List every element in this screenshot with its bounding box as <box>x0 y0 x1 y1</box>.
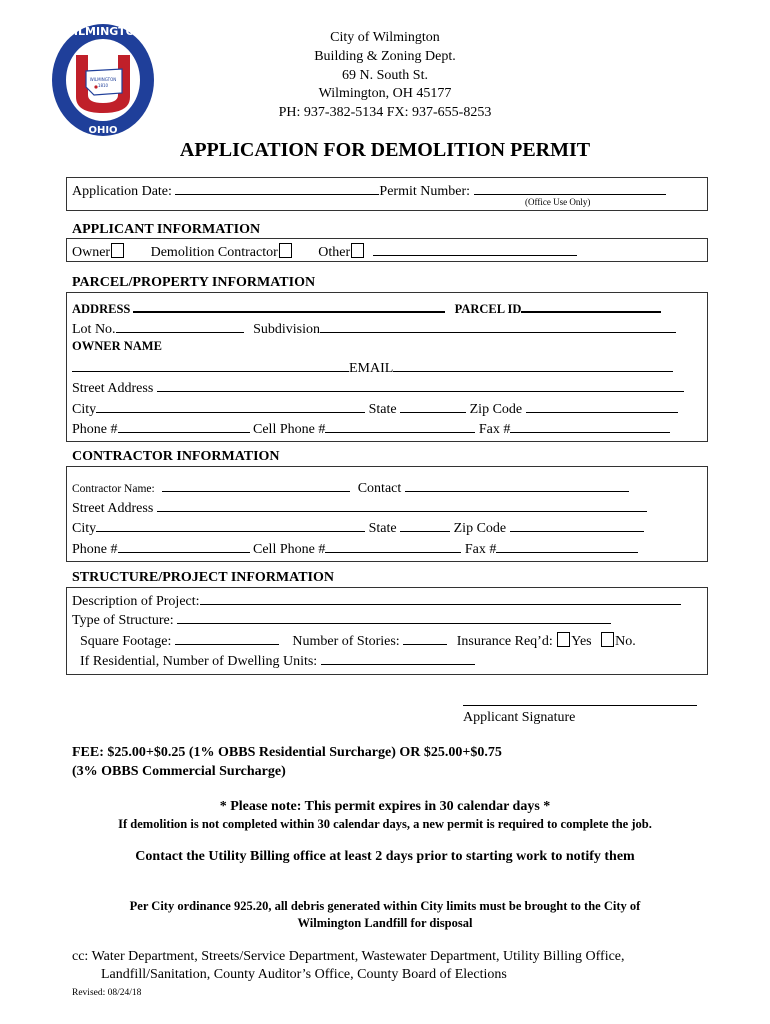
fee-line-1: FEE: $25.00+$0.25 (1% OBBS Residential Surcharge) OR $25.00+$0.75 <box>72 745 502 760</box>
insurance-yes-label: Yes <box>571 634 592 649</box>
city-label: City <box>72 402 97 417</box>
page-title: APPLICATION FOR DEMOLITION PERMIT <box>179 139 591 161</box>
insurance-yes-checkbox[interactable] <box>557 632 570 647</box>
state-label: State <box>368 402 397 417</box>
ordinance-note-1: Per City ordinance 925.20, all debris generated within City limits must be brought to the City of <box>129 899 641 913</box>
parcel-heading: PARCEL/PROPERTY INFORMATION <box>72 275 316 290</box>
contractor-phone-row <box>72 539 638 558</box>
owner-phone-field[interactable] <box>118 419 250 433</box>
owner-checkbox[interactable] <box>111 243 124 258</box>
parcel-id-label: PARCEL ID <box>454 302 522 316</box>
number-of-stories-field[interactable] <box>403 631 447 645</box>
contractor-name-row <box>72 478 629 497</box>
lot-no-label: Lot No. <box>72 322 116 337</box>
contractor-state-label: State <box>368 521 397 536</box>
contact-label: Contact <box>357 481 402 496</box>
square-footage-field[interactable] <box>175 631 279 645</box>
contractor-heading: CONTRACTOR INFORMATION <box>72 449 280 464</box>
address-label: ADDRESS <box>72 302 131 316</box>
applicant-heading: APPLICANT INFORMATION <box>72 222 261 237</box>
contractor-phone-field[interactable] <box>118 539 250 553</box>
contractor-state-field[interactable] <box>400 518 450 532</box>
application-date-field[interactable] <box>175 181 379 195</box>
revised-date: Revised: 08/24/18 <box>72 988 142 998</box>
phone-label: Phone # <box>72 422 118 437</box>
owner-street-row <box>72 378 684 397</box>
svg-text:OHIO: OHIO <box>88 125 118 136</box>
insurance-no-label: No. <box>615 634 636 649</box>
header-address: 69 N. South St. <box>342 68 428 83</box>
header-dept: Building & Zoning Dept. <box>314 49 456 64</box>
number-of-stories-label: Number of Stories: <box>292 634 400 649</box>
lot-no-field[interactable] <box>116 319 244 333</box>
fee-line-2: (3% OBBS Commercial Surcharge) <box>72 764 286 779</box>
description-label: Description of Project: <box>72 594 200 609</box>
email-field[interactable] <box>393 358 673 372</box>
footage-row <box>80 631 636 650</box>
owner-email-row <box>72 358 673 377</box>
other-checkbox[interactable] <box>351 243 364 258</box>
header-citystate: Wilmington, OH 45177 <box>318 86 452 101</box>
expiration-note: * Please note: This permit expires in 30 calendar days * <box>219 799 551 814</box>
owner-phone-row <box>72 419 670 438</box>
cc-line-2: Landfill/Sanitation, County Auditor’s Office, County Board of Elections <box>101 967 507 982</box>
subdivision-field[interactable] <box>320 319 676 333</box>
description-field[interactable] <box>200 591 681 605</box>
contractor-cell-phone-field[interactable] <box>325 539 461 553</box>
permit-number-label: Permit Number: <box>379 184 471 199</box>
ordinance-note-2: Wilmington Landfill for disposal <box>297 916 473 930</box>
contractor-name-field[interactable] <box>162 478 350 492</box>
svg-text:WILMINGTON: WILMINGTON <box>61 25 145 38</box>
dwelling-units-label: If Residential, Number of Dwelling Units: <box>80 654 318 669</box>
contractor-city-row <box>72 518 644 537</box>
owner-zip-field[interactable] <box>526 399 678 413</box>
dwelling-units-row <box>80 651 475 670</box>
contractor-street-address-field[interactable] <box>157 498 647 512</box>
street-address-label: Street Address <box>72 381 154 396</box>
insurance-no-checkbox[interactable] <box>601 632 614 647</box>
address-row <box>72 299 661 317</box>
svg-text:WILMINGTON: WILMINGTON <box>89 77 117 82</box>
square-footage-label: Square Footage: <box>80 634 172 649</box>
contractor-city-label: City <box>72 521 97 536</box>
address-field[interactable] <box>133 299 445 313</box>
dwelling-units-field[interactable] <box>321 651 475 665</box>
contractor-fax-label: Fax # <box>464 542 497 557</box>
contact-field[interactable] <box>405 478 629 492</box>
owner-city-field[interactable] <box>96 399 365 413</box>
demolition-contractor-checkbox[interactable] <box>279 243 292 258</box>
contractor-cell-phone-label: Cell Phone # <box>253 542 326 557</box>
structure-type-field[interactable] <box>177 610 611 624</box>
owner-state-field[interactable] <box>400 399 466 413</box>
structure-type-row <box>72 610 611 629</box>
owner-fax-field[interactable] <box>510 419 670 433</box>
contractor-street-row <box>72 498 647 517</box>
owner-label: Owner <box>72 245 111 260</box>
signature-line[interactable] <box>463 705 697 706</box>
other-label: Other <box>318 245 351 260</box>
owner-cell-phone-field[interactable] <box>325 419 475 433</box>
owner-street-address-field[interactable] <box>157 378 684 392</box>
lot-row <box>72 319 676 338</box>
structure-type-label: Type of Structure: <box>72 613 174 628</box>
contractor-name-label: Contractor Name: <box>72 483 155 495</box>
contractor-zip-label: Zip Code <box>453 521 507 536</box>
office-use-note: (Office Use Only) <box>525 197 591 207</box>
parcel-id-field[interactable] <box>521 299 661 313</box>
application-date-label: Application Date: <box>72 184 172 199</box>
structure-heading: STRUCTURE/PROJECT INFORMATION <box>72 570 335 585</box>
owner-name-field[interactable] <box>72 358 349 372</box>
email-label: EMAIL <box>349 361 394 376</box>
fax-label: Fax # <box>478 422 511 437</box>
contractor-fax-field[interactable] <box>496 539 638 553</box>
contractor-city-field[interactable] <box>96 518 365 532</box>
owner-name-label: OWNER NAME <box>72 339 162 353</box>
insurance-label: Insurance Req’d: <box>456 634 553 649</box>
permit-number-field[interactable] <box>474 181 666 195</box>
utility-billing-note: Contact the Utility Billing office at least 2 days prior to starting work to notify them <box>135 849 635 864</box>
contractor-phone-label: Phone # <box>72 542 118 557</box>
cell-phone-label: Cell Phone # <box>253 422 326 437</box>
header-phone: PH: 937-382-5134 FX: 937-655-8253 <box>278 105 492 120</box>
contractor-zip-field[interactable] <box>510 518 644 532</box>
owner-city-row <box>72 399 678 418</box>
header-city: City of Wilmington <box>330 30 440 45</box>
subdivision-label: Subdivision <box>253 322 320 337</box>
expiration-detail: If demolition is not completed within 30 calendar days, a new permit is required to complete the job. <box>118 817 652 831</box>
demolition-contractor-label: Demolition Contractor <box>150 245 278 260</box>
other-field[interactable] <box>373 242 577 256</box>
zip-label: Zip Code <box>469 402 523 417</box>
description-row <box>72 591 681 610</box>
cc-line-1: cc: Water Department, Streets/Service Department, Wastewater Department, Utility Billing Office, <box>72 949 625 964</box>
svg-text:1810: 1810 <box>97 83 109 88</box>
contractor-street-label: Street Address <box>72 501 154 516</box>
applicant-signature-label: Applicant Signature <box>463 710 576 725</box>
applicant-row <box>72 242 577 261</box>
